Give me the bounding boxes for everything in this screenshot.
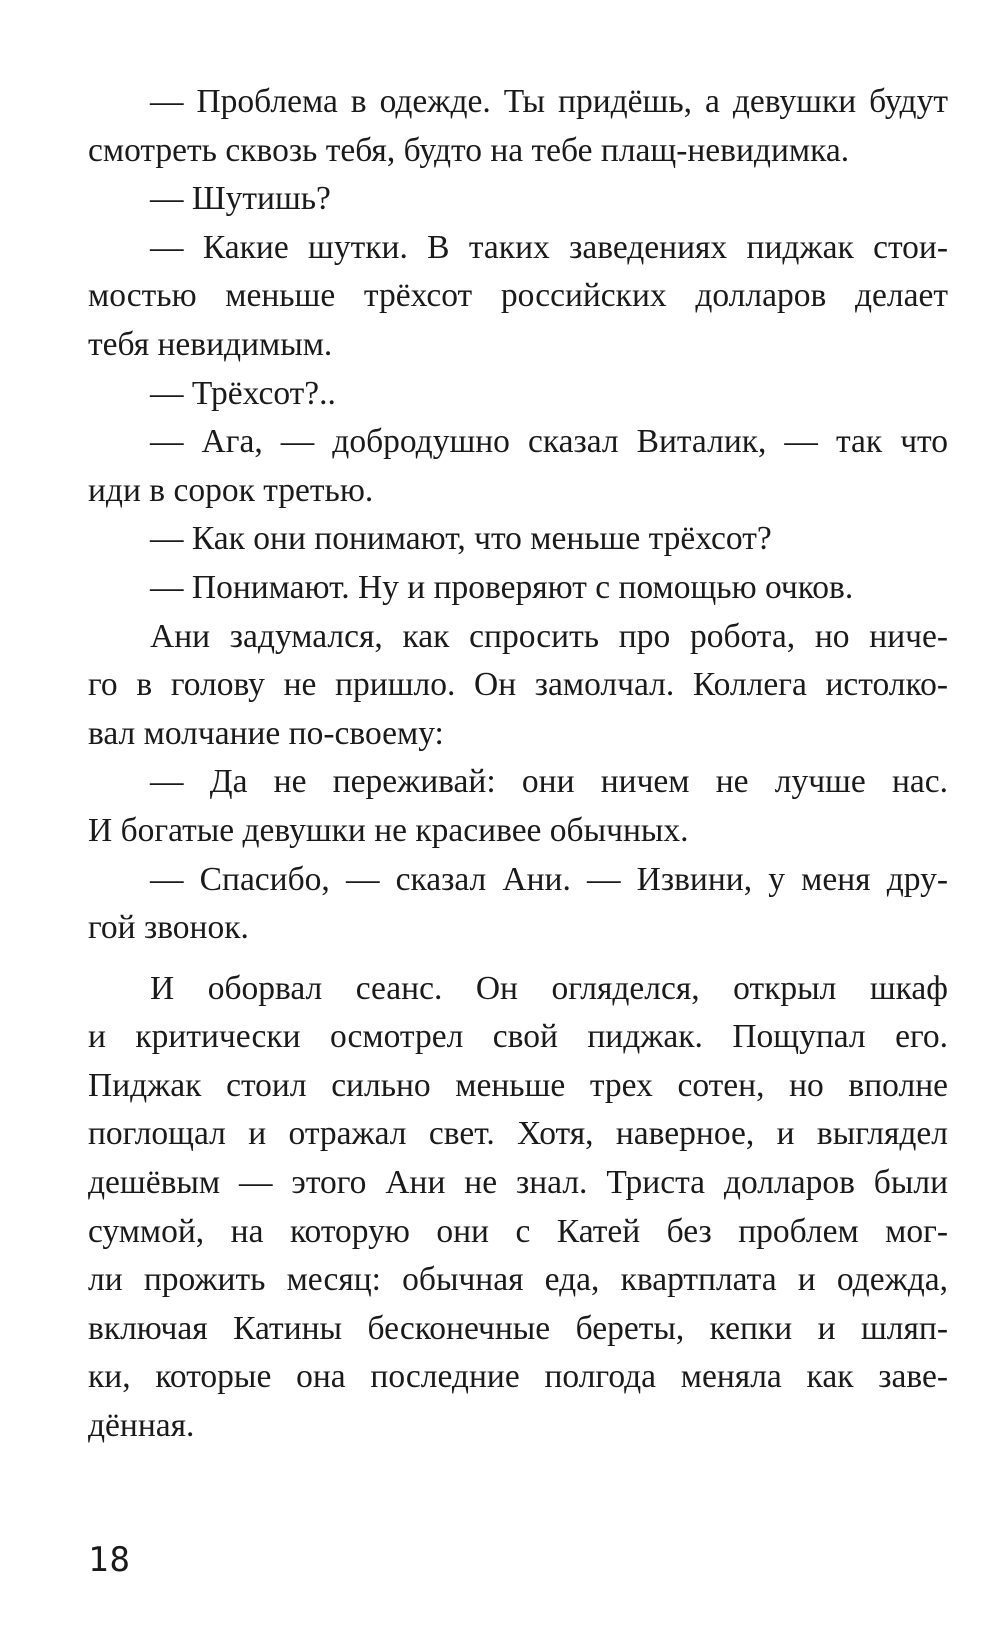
- text-line: и критически осмотрел свой пиджак. Пощупал его.: [88, 1018, 948, 1056]
- text-line: Ани задумался, как спросить про робота, но ниче-: [150, 617, 948, 655]
- text-line: — Спасибо, — сказал Ани. — Извини, у меня дру-: [150, 860, 948, 898]
- text-line: поглощал и отражал свет. Хотя, наверное, и выглядел: [88, 1115, 948, 1153]
- text-line: дешёвым — этого Ани не знал. Триста долларов были: [88, 1164, 948, 1202]
- text-line: — Трёхсот?..: [150, 374, 336, 412]
- text-line: — Понимают. Ну и проверяют с помощью очков.: [150, 568, 854, 606]
- text-line: вал молчание по-своему:: [88, 714, 444, 752]
- text-line: смотреть сквозь тебя, будто на тебе плащ-невидимка.: [88, 131, 850, 169]
- text-line: И богатые девушки не красивее обычных.: [88, 811, 689, 849]
- text-line: тебя невидимым.: [88, 325, 333, 363]
- text-line: мостью меньше трёхсот российских долларов делает: [88, 277, 948, 315]
- text-line: включая Катины бесконечные береты, кепки и шляп-: [88, 1309, 948, 1347]
- text-line: гой звонок.: [88, 909, 249, 947]
- body-text: [88, 78, 948, 1451]
- page-number: 18: [88, 1540, 131, 1580]
- paragraph-gap: [88, 953, 948, 965]
- text-line: суммой, на которую они с Катей без проблем мог-: [88, 1212, 948, 1250]
- text-line: ки, которые она последние полгода меняла как заве-: [88, 1358, 948, 1396]
- text-line: И оборвал сеанс. Он огляделся, открыл шкаф: [150, 969, 948, 1007]
- text-line: — Как они понимают, что меньше трёхсот?: [150, 520, 772, 558]
- text-line: ли прожить месяц: обычная еда, квартплата и одежда,: [88, 1261, 948, 1299]
- text-line: иди в сорок третью.: [88, 471, 374, 509]
- text-line: — Шутишь?: [150, 180, 331, 218]
- text-line: Пиджак стоил сильно меньше трех сотен, но вполне: [88, 1066, 948, 1104]
- text-line: — Да не переживай: они ничем не лучше нас.: [150, 763, 948, 801]
- text-line: дённая.: [88, 1407, 195, 1445]
- text-line: го в голову не пришло. Он замолчал. Коллега истолко-: [88, 666, 948, 704]
- text-line: — Ага, — добродушно сказал Виталик, — так что: [150, 423, 948, 461]
- text-line: — Проблема в одежде. Ты придёшь, а девушки будут: [150, 83, 948, 120]
- text-line: — Какие шутки. В таких заведениях пиджак стои-: [150, 228, 948, 266]
